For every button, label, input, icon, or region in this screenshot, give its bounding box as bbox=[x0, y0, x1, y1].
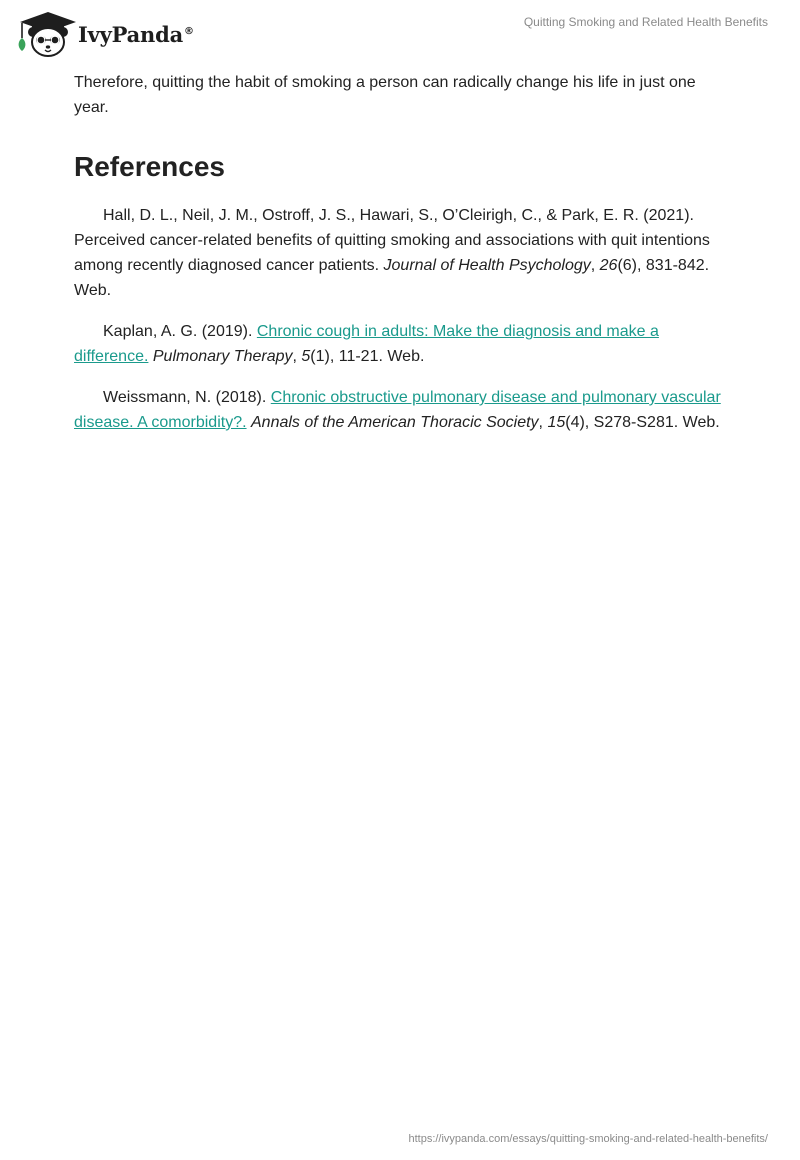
source-url: https://ivypanda.com/essays/quitting-smoking-and-related-health-benefits/ bbox=[408, 1133, 768, 1145]
journal-volume: 26 bbox=[599, 257, 618, 274]
journal-volume: 5 bbox=[301, 348, 311, 365]
intro-paragraph: Therefore, quitting the habit of smoking a person can radically change his life in just one year. bbox=[74, 74, 696, 116]
reference-item: Hall, D. L., Neil, J. M., Ostroff, J. S., Hawari, S., O’Cleirigh, C., & Park, E. R. (2021). Perceived cancer-related benefits of quitting smoking and associations with quit intentions among recently diagnosed cancer patients. Journal of Health Psychology, 26(6), 831-842. Web. bbox=[74, 207, 710, 299]
reference-item: Kaplan, A. G. (2019). Chronic cough in adults: Make the diagnosis and make a difference. Pulmonary Therapy, 5(1), 11-21. Web. bbox=[74, 323, 659, 365]
references-heading: References bbox=[74, 151, 225, 182]
registered-mark: ® bbox=[184, 25, 194, 37]
journal-name: Journal of Health Psychology bbox=[383, 257, 591, 274]
page-header bbox=[0, 0, 800, 64]
reference-link[interactable]: Chronic obstructive pulmonary disease and pulmonary vascular disease. A comorbidity?. bbox=[74, 389, 721, 431]
reference-item: Weissmann, N. (2018). Chronic obstructive pulmonary disease and pulmonary vascular disease. A comorbidity?. Annals of the American Thoracic Society, 15(4), S278-S281. Web. bbox=[74, 389, 721, 431]
references-list bbox=[74, 203, 734, 435]
document-title: Quitting Smoking and Related Health Benefits bbox=[523, 15, 768, 29]
logo-wordmark: IvyPanda® bbox=[78, 21, 194, 47]
reference-link[interactable]: Chronic cough in adults: Make the diagnosis and make a difference. bbox=[74, 323, 659, 365]
journal-volume: 15 bbox=[547, 414, 566, 431]
journal-name: Annals of the American Thoracic Society bbox=[251, 414, 539, 431]
panda-graduate-icon bbox=[14, 8, 76, 58]
document-body bbox=[74, 70, 734, 451]
journal-name: Pulmonary Therapy bbox=[152, 348, 293, 365]
ivypanda-logo[interactable] bbox=[14, 8, 194, 58]
